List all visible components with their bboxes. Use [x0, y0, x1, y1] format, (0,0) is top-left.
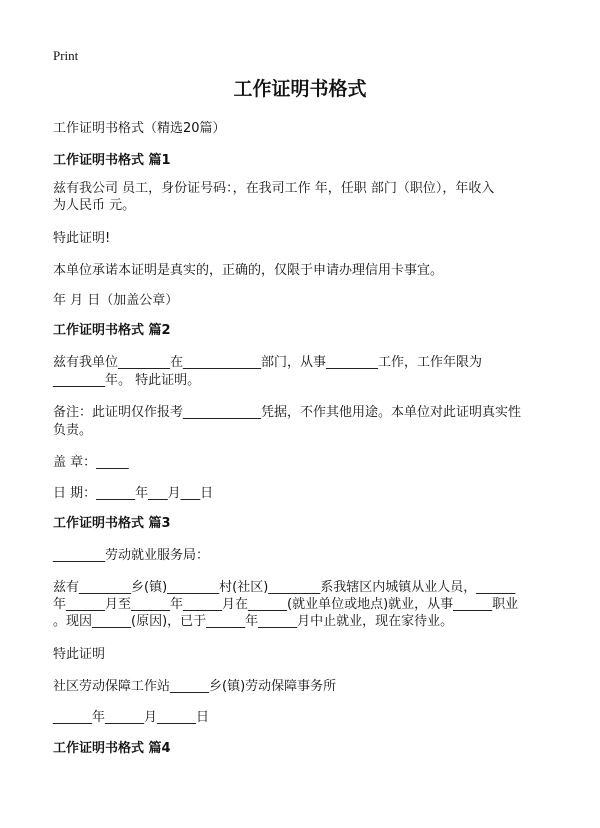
paragraph-line: 兹有我公司 员工，身份证号码：，在我司工作 年，任职 部门（职位），年收入: [53, 181, 495, 196]
section-heading: 工作证明书格式 篇4: [53, 741, 171, 756]
paragraph-line: 本单位承诺本证明是真实的，正确的，仅限于申请办理信用卡事宜。: [53, 263, 444, 278]
paragraph-line: 为人民币 元。: [53, 198, 136, 213]
paragraph-line: 特此证明: [53, 647, 106, 662]
paragraph-line: ________年。 特此证明。: [53, 373, 201, 388]
paragraph-line: 年 月 日（加盖公章）: [53, 293, 179, 308]
paragraph-line: 年______月至______年______月在______(就业单位或地点)就业，从事______职业: [53, 597, 519, 612]
paragraph-line: 社区劳动保障工作站______乡(镇)劳动保障事务所: [53, 679, 337, 694]
subtitle: 工作证明书格式（精选20篇）: [53, 121, 226, 136]
paragraph-line: 兹有________乡(镇)________村(社区)________系我辖区内城镇从业人员，______: [53, 580, 516, 595]
paragraph-line: 盖 章：_____: [53, 455, 129, 470]
paragraph-line: 兹有我单位________在____________部门，从事________工作，工作年限为: [53, 355, 483, 370]
paragraph-line: ______年______月______日: [53, 710, 210, 725]
section-heading: 工作证明书格式 篇2: [53, 323, 171, 338]
paragraph-line: 。现因______(原因)，已于______年______月中止就业，现在家待业。: [53, 614, 454, 629]
paragraph-line: 备注：此证明仅作报考____________凭据，不作其他用途。本单位对此证明真实性: [53, 405, 522, 420]
section-heading: 工作证明书格式 篇3: [53, 516, 171, 531]
document-title: 工作证明书格式: [233, 78, 367, 100]
section-heading: 工作证明书格式 篇1: [53, 153, 171, 168]
paragraph-line: 特此证明!: [53, 231, 111, 246]
paragraph-line: 日 期：______年___月___日: [53, 486, 214, 501]
paragraph-line: 负责。: [53, 423, 93, 438]
print-link[interactable]: Print: [53, 48, 79, 63]
paragraph-line: ________劳动就业服务局：: [53, 548, 210, 563]
